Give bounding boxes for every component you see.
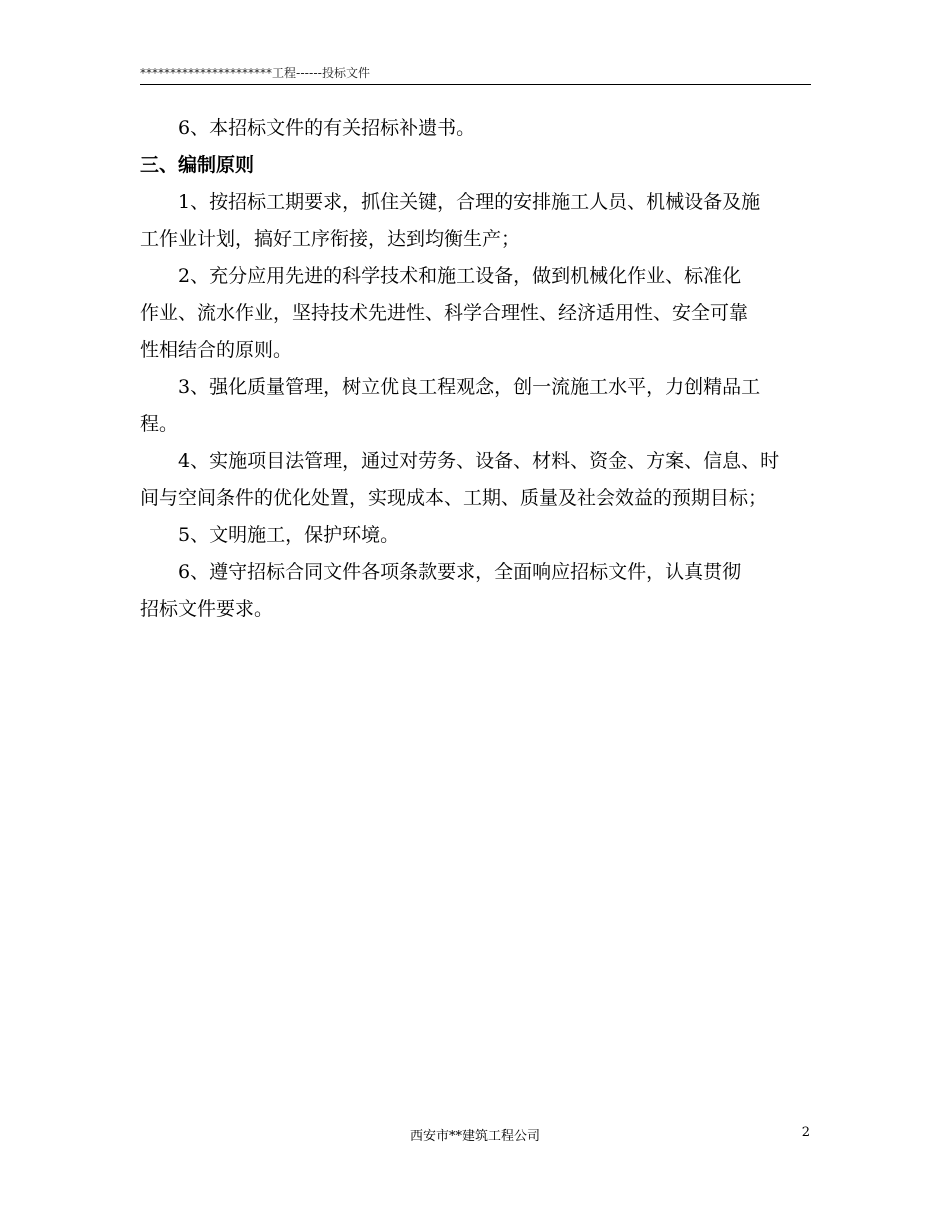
paragraph-line: 1、按招标工期要求，抓住关键，合理的安排施工人员、机械设备及施	[178, 191, 761, 213]
document-body	[140, 110, 820, 628]
paragraph-line: 程。	[140, 413, 179, 435]
paragraph-line: 3、强化质量管理，树立优良工程观念，创一流施工水平，力创精品工	[178, 376, 761, 398]
running-header: **********************工程------投标文件	[140, 66, 370, 80]
paragraph-line: 作业、流水作业，坚持技术先进性、科学合理性、经济适用性、安全可靠	[140, 302, 749, 324]
paragraph-line: 5、文明施工，保护环境。	[178, 524, 400, 546]
list-item: 6、本招标文件的有关招标补遗书。	[178, 117, 476, 139]
paragraph-line: 6、遵守招标合同文件各项条款要求，全面响应招标文件，认真贯彻	[178, 561, 742, 583]
page-number: 2	[801, 1125, 810, 1140]
paragraph-line: 工作业计划，搞好工序衔接，达到均衡生产；	[140, 228, 521, 250]
section-heading: 三、编制原则	[140, 154, 255, 176]
paragraph-line: 招标文件要求。	[140, 598, 274, 620]
footer-company: 西安市**建筑工程公司	[409, 1129, 540, 1144]
paragraph-line: 4、实施项目法管理，通过对劳务、设备、材料、资金、方案、信息、时	[178, 450, 780, 472]
paragraph-line: 2、充分应用先进的科学技术和施工设备，做到机械化作业、标准化	[178, 265, 742, 287]
paragraph-line: 间与空间条件的优化处置，实现成本、工期、质量及社会效益的预期目标；	[140, 487, 768, 509]
paragraph-line: 性相结合的原则。	[140, 339, 293, 361]
header-divider	[140, 84, 811, 85]
